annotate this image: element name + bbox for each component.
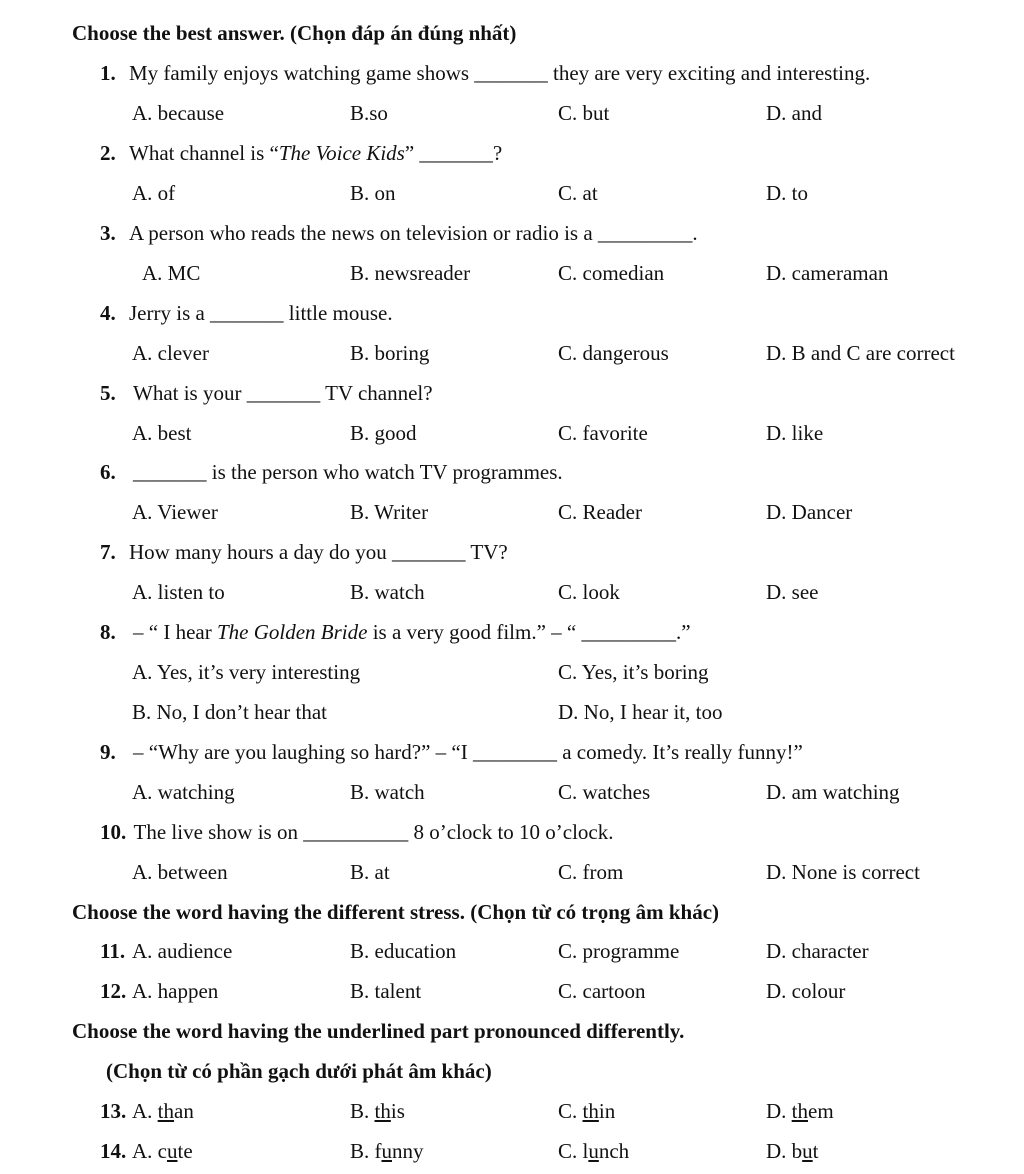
- option-b[interactable]: B. newsreader: [350, 261, 471, 285]
- option-c[interactable]: C. watches: [558, 780, 651, 804]
- option-b[interactable]: B. on: [350, 181, 396, 205]
- option-a[interactable]: A. because: [132, 101, 225, 125]
- question-text: What channel is “The Voice Kids” _______?: [129, 141, 503, 165]
- option-d[interactable]: D. No, I hear it, too: [558, 700, 723, 724]
- section-title-pronunciation: Choose the word having the underlined part pronounced differently.: [72, 1019, 685, 1043]
- option-a[interactable]: A. best: [132, 421, 192, 445]
- question-number: 14.: [100, 1139, 127, 1163]
- option-a[interactable]: A. than: [132, 1099, 194, 1123]
- option-b[interactable]: B. good: [350, 421, 417, 445]
- question-text: A person who reads the news on television or radio is a _________.: [129, 221, 698, 245]
- option-c[interactable]: C. thin: [558, 1099, 616, 1123]
- question-5: [100, 380, 433, 406]
- option-c[interactable]: C. Yes, it’s boring: [558, 660, 709, 684]
- option-b[interactable]: B. at: [350, 860, 390, 884]
- question-1: [100, 60, 870, 86]
- option-d[interactable]: D. None is correct: [766, 860, 920, 884]
- option-a[interactable]: A. of: [132, 181, 176, 205]
- question-4: [100, 300, 393, 326]
- section-title-stress: Choose the word having the different stress. (Chọn từ có trọng âm khác): [72, 900, 720, 924]
- question-number: 3.: [100, 221, 116, 245]
- question-8: [100, 619, 691, 645]
- option-c[interactable]: C. dangerous: [558, 341, 669, 365]
- question-text: _______ is the person who watch TV programmes.: [133, 460, 563, 484]
- option-d[interactable]: D. cameraman: [766, 261, 889, 285]
- question-text: My family enjoys watching game shows _______ they are very exciting and interesting.: [129, 61, 871, 85]
- option-c[interactable]: C. programme: [558, 939, 680, 963]
- option-b[interactable]: B. this: [350, 1099, 405, 1123]
- option-b[interactable]: B. education: [350, 939, 457, 963]
- option-a[interactable]: A. between: [132, 860, 228, 884]
- option-b[interactable]: B. watch: [350, 780, 425, 804]
- option-d[interactable]: D. B and C are correct: [766, 341, 955, 365]
- question-9: [100, 739, 803, 765]
- option-c[interactable]: C. but: [558, 101, 610, 125]
- question-number: 10.: [100, 820, 127, 844]
- option-c[interactable]: C. Reader: [558, 500, 642, 524]
- option-d[interactable]: D. character: [766, 939, 869, 963]
- option-d[interactable]: D. see: [766, 580, 819, 604]
- question-number: 13.: [100, 1099, 127, 1123]
- question-text: The live show is on __________ 8 o’clock to 10 o’clock.: [133, 820, 614, 844]
- option-a[interactable]: A. audience: [132, 939, 233, 963]
- question-number: 8.: [100, 620, 116, 644]
- option-b[interactable]: B. Writer: [350, 500, 429, 524]
- option-c[interactable]: C. comedian: [558, 261, 665, 285]
- option-d[interactable]: D. colour: [766, 979, 846, 1003]
- option-d[interactable]: D. like: [766, 421, 824, 445]
- question-number: 11.: [100, 939, 126, 963]
- question-number: 4.: [100, 301, 116, 325]
- option-c[interactable]: C. at: [558, 181, 598, 205]
- question-number: 6.: [100, 460, 116, 484]
- option-a[interactable]: A. MC: [142, 261, 201, 285]
- question-number: 5.: [100, 381, 116, 405]
- option-b[interactable]: B.so: [350, 101, 388, 125]
- option-c[interactable]: C. from: [558, 860, 624, 884]
- option-c[interactable]: C. cartoon: [558, 979, 646, 1003]
- option-b[interactable]: B. No, I don’t hear that: [132, 700, 327, 724]
- question-text: Jerry is a _______ little mouse.: [129, 301, 393, 325]
- option-d[interactable]: D. but: [766, 1139, 819, 1163]
- option-d[interactable]: D. Dancer: [766, 500, 853, 524]
- option-c[interactable]: C. lunch: [558, 1139, 630, 1163]
- question-10: [100, 819, 614, 845]
- option-a[interactable]: A. Yes, it’s very interesting: [132, 660, 361, 684]
- option-d[interactable]: D. am watching: [766, 780, 900, 804]
- option-b[interactable]: B. talent: [350, 979, 422, 1003]
- question-6: [100, 459, 563, 485]
- question-7: [100, 539, 508, 565]
- question-text: How many hours a day do you _______ TV?: [129, 540, 508, 564]
- option-b[interactable]: B. boring: [350, 341, 430, 365]
- option-d[interactable]: D. and: [766, 101, 822, 125]
- option-a[interactable]: A. cute: [132, 1139, 193, 1163]
- option-b[interactable]: B. watch: [350, 580, 425, 604]
- option-c[interactable]: C. favorite: [558, 421, 648, 445]
- option-a[interactable]: A. clever: [132, 341, 209, 365]
- option-d[interactable]: D. to: [766, 181, 808, 205]
- section-title-best-answer: Choose the best answer. (Chọn đáp án đúng nhất): [72, 21, 517, 45]
- section-subtitle-pronunciation: (Chọn từ có phần gạch dưới phát âm khác): [106, 1059, 492, 1083]
- option-a[interactable]: A. Viewer: [132, 500, 218, 524]
- question-number: 7.: [100, 540, 116, 564]
- option-a[interactable]: A. listen to: [132, 580, 225, 604]
- question-2: [100, 140, 502, 166]
- option-a[interactable]: A. happen: [132, 979, 219, 1003]
- question-text: What is your _______ TV channel?: [133, 381, 433, 405]
- option-b[interactable]: B. funny: [350, 1139, 424, 1163]
- question-text: – “Why are you laughing so hard?” – “I ________ a comedy. It’s really funny!”: [133, 740, 803, 764]
- option-a[interactable]: A. watching: [132, 780, 235, 804]
- question-number: 9.: [100, 740, 116, 764]
- question-number: 1.: [100, 61, 116, 85]
- question-text: – “ I hear The Golden Bride is a very good film.” – “ _________.”: [133, 620, 691, 644]
- question-number: 12.: [100, 979, 127, 1003]
- option-d[interactable]: D. them: [766, 1099, 834, 1123]
- question-number: 2.: [100, 141, 116, 165]
- question-3: [100, 220, 698, 246]
- option-c[interactable]: C. look: [558, 580, 620, 604]
